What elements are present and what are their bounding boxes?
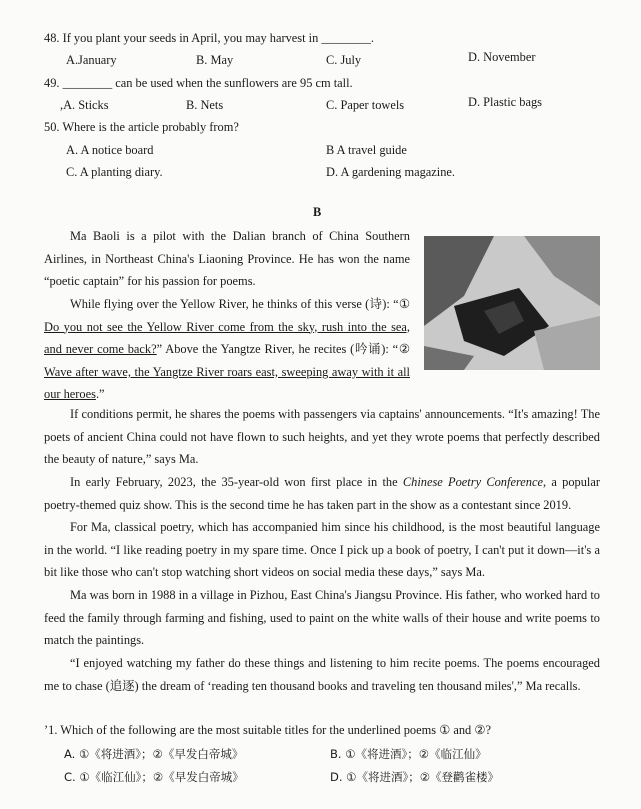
- q49-stem: 49. ________ can be used when the sunflowers are 95 cm tall.: [44, 76, 353, 90]
- paragraph-1: Ma Baoli is a pilot with the Dalian branch of China Southern Airlines, in Northeast China's Liaoning Province. He has won the name “poetic captain” for his passion for poems.: [44, 229, 410, 289]
- q51-stem: ’1. Which of the following are the most suitable titles for the underlined poems ① and ②?: [44, 723, 491, 737]
- q48-option-d: D. November: [468, 50, 536, 64]
- show-title: Chinese Poetry Conference: [402, 475, 543, 489]
- q48-option-b: B. May: [196, 53, 234, 67]
- q51-option-b: B. ①《将进酒》；②《临江仙》: [330, 747, 487, 761]
- q50-option-c: C. A planting diary.: [66, 165, 163, 179]
- q49-option-a: ,A. Sticks: [60, 98, 109, 112]
- q51-option-c: C. ①《临江仙》；②《早发白帝城》: [64, 770, 244, 784]
- paragraph-4: [44, 471, 600, 516]
- q50-option-d: D. A gardening magazine.: [326, 165, 456, 179]
- pilot-photo-image: [424, 236, 600, 370]
- paragraph-7: “I enjoyed watching my father do these things and listening to him recite poems. The poems encouraged me to chase (追逐) the dream of ‘reading ten thousand books and traveling ten thousand miles',” Ma recalls.: [44, 656, 600, 693]
- paragraph-3: If conditions permit, he shares the poems with passengers via captains' announcements. “It's amazing! The poets of ancient China could not have flown to such heights, and yet they wrote poems that perfectly described the beauty of nature,” says Ma.: [44, 407, 600, 467]
- paragraph-2-intro: While flying over the Yellow River, he thinks of this verse (诗): “①: [70, 297, 410, 311]
- q48-stem: 48. If you plant your seeds in April, you may harvest in ________.: [44, 31, 375, 45]
- paragraph-4-rest: , a popular poetry-themed quiz show. This is the second time he has taken part in the show as a contestant since 2019.: [44, 475, 600, 512]
- q51-option-a: A. ①《将进酒》；②《早发白帝城》: [64, 747, 244, 761]
- paragraph-2-end: .”: [95, 387, 105, 402]
- paragraph-5: For Ma, classical poetry, which has accompanied him since his childhood, is the most beautiful language in the world. “I like reading poetry in my spare time. Once I pick up a book of poetry, I can't put it down—it's a bit like those who can't stop watching short videos on social media these days,” says Ma.: [44, 520, 600, 580]
- q49-option-b: B. Nets: [186, 98, 224, 112]
- q50-stem: 50. Where is the article probably from?: [44, 120, 239, 134]
- section-heading: B: [313, 205, 322, 219]
- paragraph-6: Ma was born in 1988 in a village in Pizhou, East China's Jiangsu Province. His father, who worked hard to feed the family through farming and fishing, used to paint on the white walls of their house and write poems to match the paintings.: [44, 588, 600, 648]
- q51-option-d: D. ①《将进酒》；②《登鹳雀楼》: [330, 770, 500, 784]
- q50-option-a: A. A notice board: [66, 143, 154, 157]
- q49-option-d: D. Plastic bags: [468, 95, 542, 109]
- pilot-photo: [424, 236, 600, 370]
- paragraph-2-middle: ” Above the Yangtze River, he recites (吟诵): “②: [156, 342, 410, 357]
- paragraph-2: [44, 293, 410, 406]
- underlined-poem-1: Do you not see the Yellow River come from the sky, rush into the sea, and never come back?: [44, 319, 410, 357]
- q48-option-c: C. July: [326, 53, 362, 67]
- paragraph-4-intro: In early February, 2023, the 35-year-old won first place in the: [70, 475, 403, 489]
- underlined-poem-2: Wave after wave, the Yangtze River roars east, sweeping away with it all our heroes: [44, 364, 410, 402]
- q48-option-a: A.January: [66, 53, 117, 67]
- q49-option-c: C. Paper towels: [326, 98, 405, 112]
- q50-option-b: B A travel guide: [326, 143, 407, 157]
